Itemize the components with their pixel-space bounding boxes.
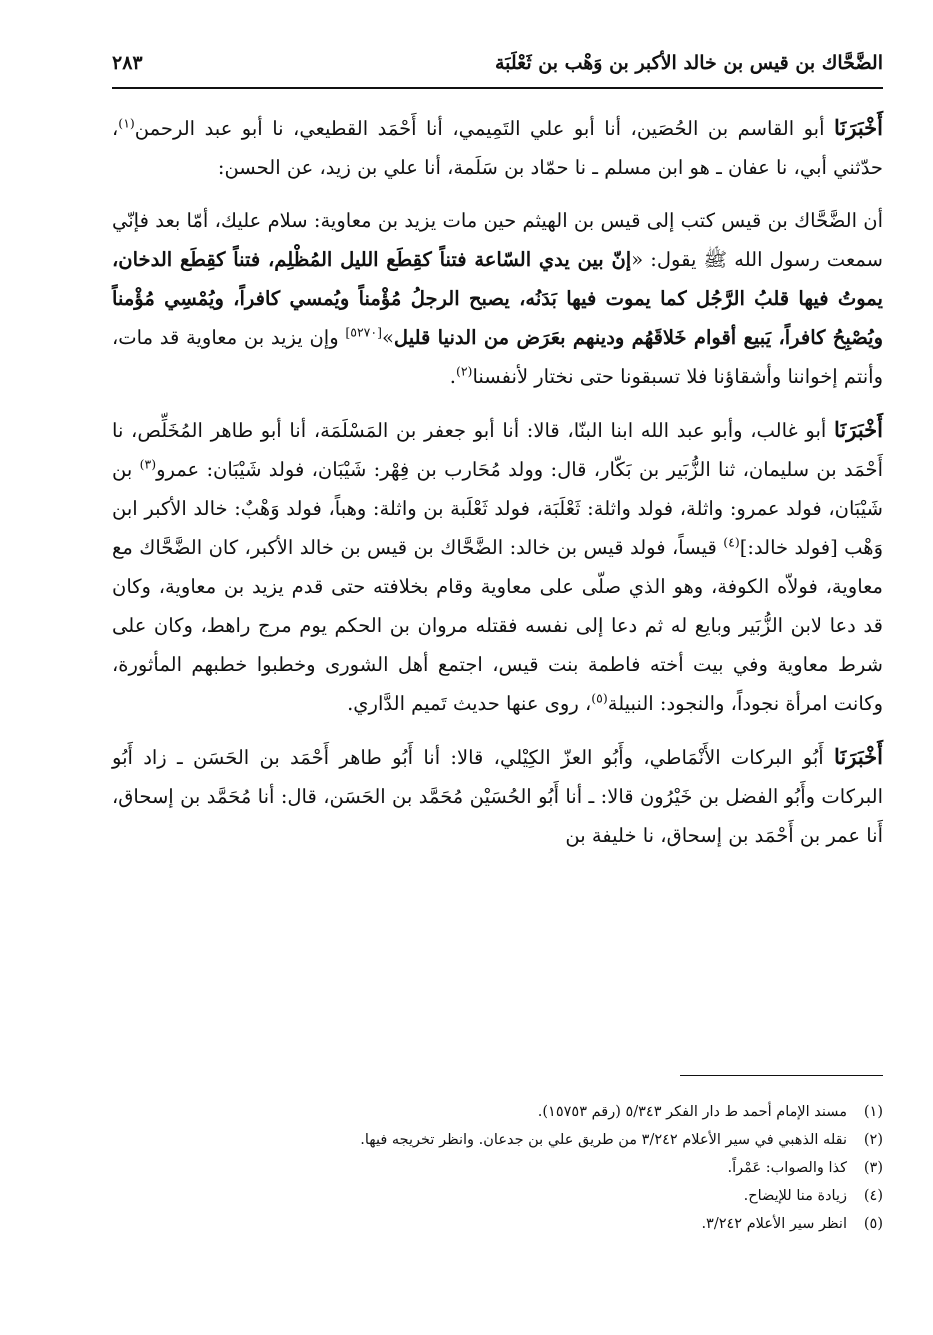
paragraph-text: . bbox=[449, 365, 456, 388]
footnote-number: (٤) bbox=[863, 1188, 883, 1204]
paragraph-text: وإن يزيد بن معاوية قد مات، وأنتم إخواننا وأشقاؤنا فلا تسبقونا حتى نختار لأنفسنا bbox=[112, 326, 883, 388]
footnote-ref[interactable]: (٣) bbox=[139, 456, 157, 472]
paragraph-text: ، روى عنها حديث تَميم الدَّاري. bbox=[347, 692, 592, 715]
footnote-item bbox=[112, 1182, 883, 1210]
footnote-text: كذا والصواب: عَمْراً. bbox=[727, 1160, 847, 1176]
header-rule bbox=[112, 87, 883, 89]
paragraph-3 bbox=[112, 410, 883, 723]
running-header bbox=[112, 46, 883, 82]
paragraph-text: بن شَيْبَان، فولد عمرو: واثلة، فولد واثلة: ثَعْلَبَة، فولد ثَعْلَبة بن واثلة: وهباً، فولد وَهْبٌ: خالد الأكبر ابن وَهْب [فولد خالد:] bbox=[112, 458, 883, 559]
paragraph-1 bbox=[112, 108, 883, 187]
footnote-number: (٣) bbox=[863, 1160, 883, 1176]
lead-word: أَخْبَرَنَا bbox=[834, 115, 883, 140]
footnotes bbox=[112, 1098, 883, 1238]
footnote-ref[interactable]: (٥) bbox=[591, 690, 608, 706]
footnote-text: انظر سير الأعلام ٣/٢٤٢. bbox=[701, 1216, 847, 1232]
footnote-rule bbox=[680, 1075, 883, 1076]
paragraph-text: قيساً، فولد قيس بن خالد: الضَّحَّاك بن قيس بن خالد الأكبر، كان الضَّحَّاك مع معاوية، فولاّه الكوفة، وهو الذي صلّى على معاوية وقام بخلافته حتى قدم يزيد بن معاوية، وكان قد دعا لابن الزُّبَير وبايع له ثم دعا إلى نفسه فقتله مروان بن الحكم يوم مرج راهط، وكان على شرط معاوية وفي بيت أخته فاطمة بنت قيس، اجتمع أهل الشورى وخطبوا خطبهم المأثورة، وكانت امرأة نجوداً، والنجود: النبيلة bbox=[112, 536, 883, 715]
footnote-item bbox=[112, 1126, 883, 1154]
hadith-number: [٥٢٧٠] bbox=[345, 324, 382, 340]
footnote-text: نقله الذهبي في سير الأعلام ٣/٢٤٢ من طريق علي بن جدعان. وانظر تخريجه فيها. bbox=[360, 1132, 847, 1148]
footnote-number: (٢) bbox=[863, 1132, 883, 1148]
footnote-ref[interactable]: (٤) bbox=[723, 534, 740, 550]
paragraph-4 bbox=[112, 737, 883, 855]
footnote-number: (٥) bbox=[863, 1216, 883, 1232]
paragraph-text: ، حدّثني أبي، نا عفان ـ هو ابن مسلم ـ نا حمّاد بن سَلَمة، أنا علي بن زيد، عن الحسن: bbox=[112, 117, 883, 179]
footnote-item bbox=[112, 1154, 883, 1182]
paragraph-text: أبو القاسم بن الحُصَين، أنا أبو علي التَمِيمي، أنا أَحْمَد القطيعي، نا أبو عبد الرحمن bbox=[134, 117, 835, 140]
page-number: ٢٨٣ bbox=[112, 52, 143, 74]
footnote-ref[interactable]: (٢) bbox=[455, 363, 473, 379]
footnote-item bbox=[112, 1210, 883, 1238]
hadith-text: إنّ بين يدي السّاعة فتناً كقِطَع الليل المُظْلِم، فتناً كقِطَع الدخان، يموتُ فيها قلبُ الرَّجُل كما يموت فيها بَدَنُه، يصبح الرجلُ مُؤْمناً ويُمسي كافراً، ويُمْسِي مُؤْمناً ويُصْبِحُ كافراً، يَبيع أقوام خَلاقَهُم ودينهم بعَرَض من الدنيا قليل bbox=[112, 248, 884, 349]
paragraph-text: أبو غالب، وأبو عبد الله ابنا البنّا، قالا: أنا أبو جعفر بن المَسْلَمَة، أنا أبو طاهر المُخَلِّص، نا أَحْمَد بن سليمان، ثنا الزُّبَير بن بَكّار، قال: وولد مُحَارب بن فِهْر: شَيْبَان، فولد شَيْبَان: عمرو bbox=[112, 419, 883, 481]
lead-word: أَخْبَرَنَا bbox=[834, 417, 883, 442]
running-title: الضَّحَّاك بن قيس بن خالد الأكبر بن وَهْب بن ثَعْلَبَة bbox=[494, 52, 883, 74]
lead-word: أَخْبَرَنَا bbox=[834, 744, 883, 769]
paragraph-text: » bbox=[381, 326, 394, 349]
paragraph-text: أن الضَّحَّاك بن قيس كتب إلى قيس بن الهيثم حين مات يزيد بن معاوية: سلام عليك، أمّا بعد فإنّي سمعت رسول الله ﷺ يقول: « bbox=[112, 209, 883, 271]
paragraph-2 bbox=[112, 201, 883, 396]
footnote-text: زيادة منا للإيضاح. bbox=[743, 1188, 847, 1204]
main-text bbox=[112, 108, 883, 869]
paragraph-text: أَبُو البركات الأَنْمَاطي، وأَبُو العزّ الكِيْلي، قالا: أنا أَبُو طاهر أَحْمَد بن الحَسَن ـ زاد أَبُو البركات وأَبُو الفضل بن خَيْرُون قالا: ـ أنا أَبُو الحُسَيْن مُحَمَّد بن الحَسَن، قال: أنا مُحَمَّد بن إسحاق، أَنا عمر بن أَحْمَد بن إسحاق، نا خليفة بن bbox=[112, 746, 883, 847]
footnote-ref[interactable]: (١) bbox=[118, 115, 135, 131]
footnote-item bbox=[112, 1098, 883, 1126]
footnote-text: مسند الإمام أحمد ط دار الفكر ٥/٣٤٣ (رقم ١٥٧٥٣). bbox=[537, 1104, 847, 1120]
footnote-number: (١) bbox=[863, 1104, 883, 1120]
